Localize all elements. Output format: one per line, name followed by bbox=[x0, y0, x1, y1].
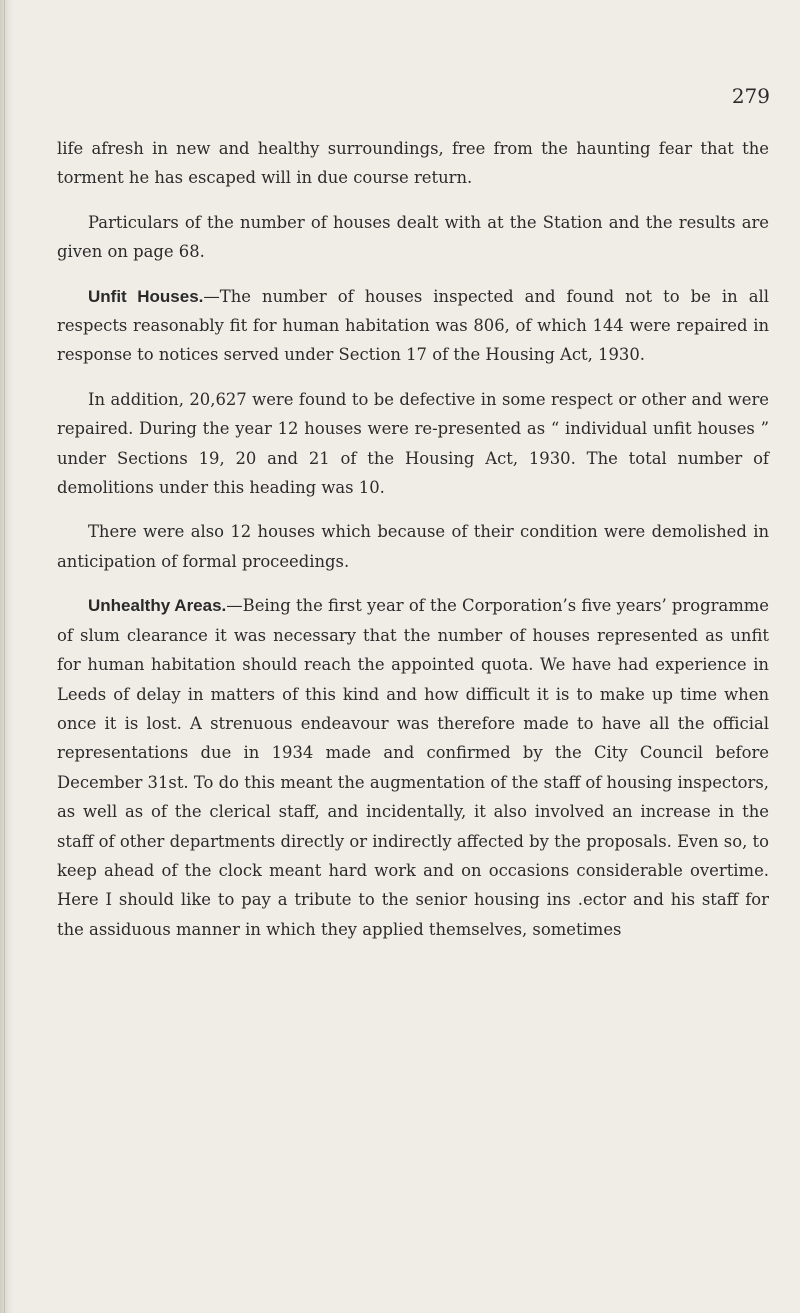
paragraph-unfit-houses-body: —The number of houses inspected and found not to be in all respects reasonably fit for human habitation was 806, of which 144 were repaired in response to notices served under Section 17 of the Housing Act, 1930. bbox=[57, 286, 770, 365]
section-heading-unhealthy-areas: Unhealthy Areas. bbox=[88, 596, 227, 616]
paragraph-continued: life afresh in new and healthy surroundings, free from the haunting fear that the torment he has escaped will in due course return. bbox=[57, 139, 769, 188]
page-number: 279 bbox=[731, 84, 770, 108]
binding-edge-line bbox=[4, 0, 5, 1313]
body-text bbox=[57, 134, 769, 959]
section-heading-unfit-houses: Unfit Houses. bbox=[88, 286, 204, 306]
paragraph-station-particulars: Particulars of the number of houses dealt with at the Station and the results are given on page 68. bbox=[57, 212, 769, 262]
page-binding-shadow bbox=[0, 0, 14, 1313]
paragraph-unfit-houses bbox=[57, 282, 769, 370]
paragraph-unhealthy-areas-body: —Being the first year of the Corporation’s five years’ programme of slum clearance it was necessary that the number of houses represented as unfit for human habitation should reach the appointed quota. We have had experience in Leeds of delay in matters of this kind and how difficult it is to make up time when once it is lost. A strenuous endeavour was therefore made to have all the official representations due in 1934 made and confirmed by the City Council before December 31st. To do this meant the augmentation of the staff of housing inspectors, as well as of the clerical staff, and incidentally, it also involved an increase in the staff of other departments directly or indirectly affected by the proposals. Even so, to keep ahead of the clock meant hard work and on occasions considerable overtime. Here I should like to pay a tribute to the senior housing ins .ector and his staff for the assiduous manner in which they applied themselves, sometimes bbox=[57, 596, 770, 939]
paragraph-unhealthy-areas bbox=[57, 591, 769, 944]
paragraph-demolished-houses: There were also 12 houses which because of their condition were demolished in anticipation of formal proceedings. bbox=[57, 522, 769, 571]
paragraph-defective-houses: In addition, 20,627 were found to be defective in some respect or other and were repaired. During the year 12 houses were re-presented as “ individual unfit houses ” under Sections 19, 20 and 21 of the Housing Act, 1930. The total number of demolitions under this heading was 10. bbox=[57, 389, 769, 498]
